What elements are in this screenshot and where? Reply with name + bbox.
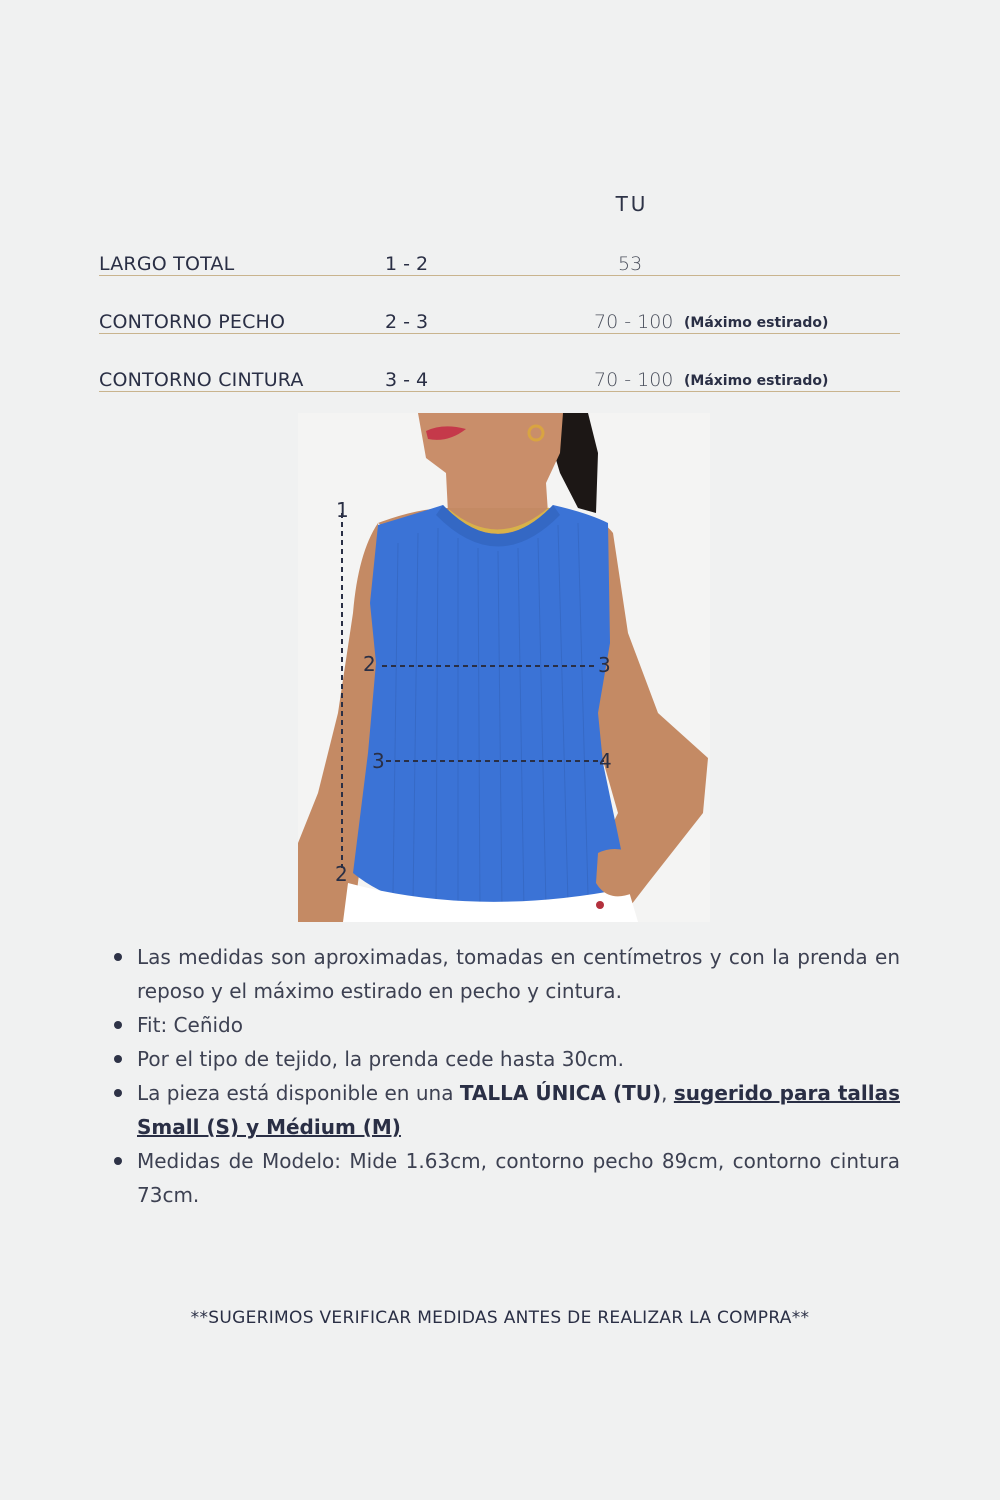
measure-point-3-chest: 3 (598, 653, 611, 677)
row-value: 70 - 100 (594, 369, 674, 391)
row-label: CONTORNO CINTURA (99, 369, 304, 391)
list-item-text: Fit: Ceñido (137, 1013, 243, 1037)
measure-point-4-waist: 4 (599, 749, 612, 773)
list-item-text: Medidas de Modelo: Mide 1.63cm, contorno pecho 89cm, contorno cintura 73cm. (137, 1149, 900, 1207)
list-item (114, 940, 900, 1008)
size-suggestion: sugerido para tallas Small (S) y Médium (M) (137, 1081, 900, 1139)
product-notes-list (114, 940, 900, 1212)
list-item (114, 1008, 900, 1042)
list-item (114, 1076, 900, 1144)
row-note: (Máximo estirado) (684, 315, 829, 331)
product-photo (298, 413, 710, 922)
measure-point-2-chest: 2 (363, 652, 376, 676)
list-item (114, 1144, 900, 1212)
verify-measurements-note: **SUGERIMOS VERIFICAR MEDIDAS ANTES DE REALIZAR LA COMPRA** (190, 1308, 810, 1328)
row-value: 70 - 100 (594, 311, 674, 333)
list-item-text: Las medidas son aproximadas, tomadas en centímetros y con la prenda en reposo y el máximo estirado en pecho y cintura. (137, 945, 900, 1003)
row-points: 1 - 2 (385, 253, 429, 275)
measure-point-1: 1 (336, 498, 349, 522)
size-column-header: TU (615, 192, 649, 216)
row-label: LARGO TOTAL (99, 253, 235, 275)
row-note: (Máximo estirado) (684, 373, 829, 389)
measure-point-2-bottom: 2 (335, 862, 348, 886)
row-points: 3 - 4 (385, 369, 429, 391)
row-label: CONTORNO PECHO (99, 311, 286, 333)
measure-point-3-waist: 3 (372, 749, 385, 773)
table-row-contorno-pecho (99, 303, 900, 334)
table-row-largo-total (99, 245, 900, 276)
table-row-contorno-cintura (99, 361, 900, 392)
list-item-text: , (661, 1081, 674, 1105)
list-item-text: La pieza está disponible en una (137, 1081, 460, 1105)
list-item (114, 1042, 900, 1076)
size-highlight: TALLA ÚNICA (TU) (459, 1081, 662, 1105)
list-item-text: Por el tipo de tejido, la prenda cede hasta 30cm. (137, 1047, 625, 1071)
model-illustration (298, 413, 710, 922)
row-value: 53 (618, 253, 643, 275)
row-points: 2 - 3 (385, 311, 429, 333)
